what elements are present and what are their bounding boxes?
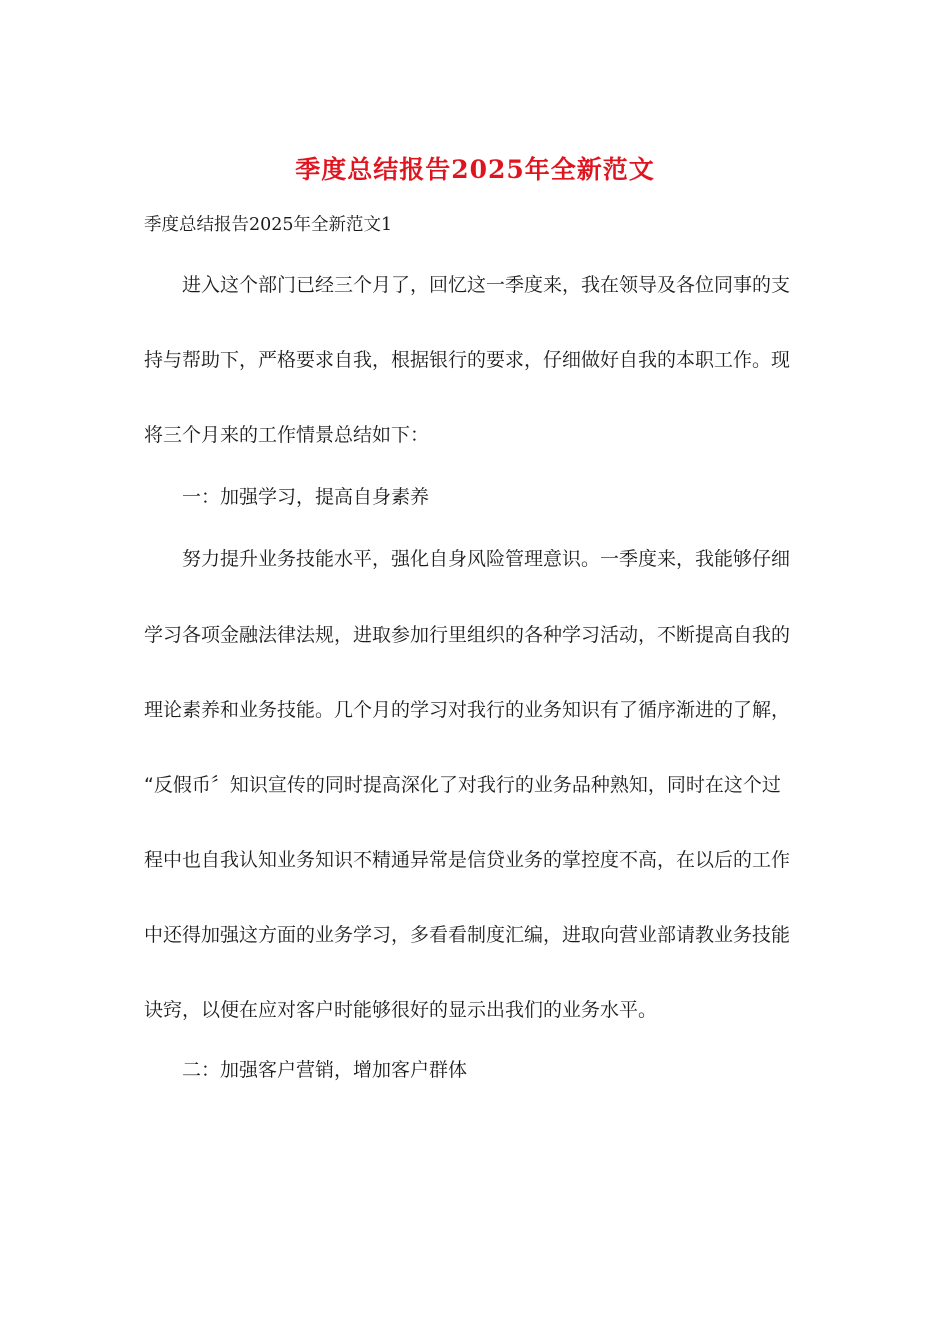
- paragraph-line: 诀窍，以便在应对客户时能够很好的显示出我们的业务水平。: [144, 999, 658, 1021]
- paragraph-line: 努力提升业务技能水平，强化自身风险管理意识。一季度来，我能够仔细: [182, 548, 791, 570]
- paragraph-line: 进入这个部门已经三个月了，回忆这一季度来，我在领导及各位同事的支: [182, 274, 791, 296]
- section-heading: 二：加强客户营销，增加客户群体: [182, 1059, 468, 1081]
- document-title: 季度总结报告2025年全新范文: [295, 155, 655, 184]
- paragraph-line: 学习各项金融法律法规，进取参加行里组织的各种学习活动，不断提高自我的: [144, 624, 791, 646]
- paragraph-line: 中还得加强这方面的业务学习，多看看制度汇编，进取向营业部请教业务技能: [144, 924, 791, 946]
- paragraph-line: 理论素养和业务技能。几个月的学习对我行的业务知识有了循序渐进的了解，: [144, 699, 791, 721]
- document-subtitle: 季度总结报告2025年全新范文1: [144, 215, 393, 235]
- paragraph-line: 持与帮助下，严格要求自我，根据银行的要求，仔细做好自我的本职工作。现: [144, 349, 791, 371]
- section-heading: 一：加强学习，提高自身素养: [182, 486, 430, 508]
- paragraph-line: 程中也自我认知业务知识不精通异常是信贷业务的掌控度不高，在以后的工作: [144, 849, 791, 871]
- paragraph-line: 将三个月来的工作情景总结如下：: [144, 424, 430, 446]
- paragraph-line: “反假币〞知识宣传的同时提高深化了对我行的业务品种熟知，同时在这个过: [144, 774, 781, 796]
